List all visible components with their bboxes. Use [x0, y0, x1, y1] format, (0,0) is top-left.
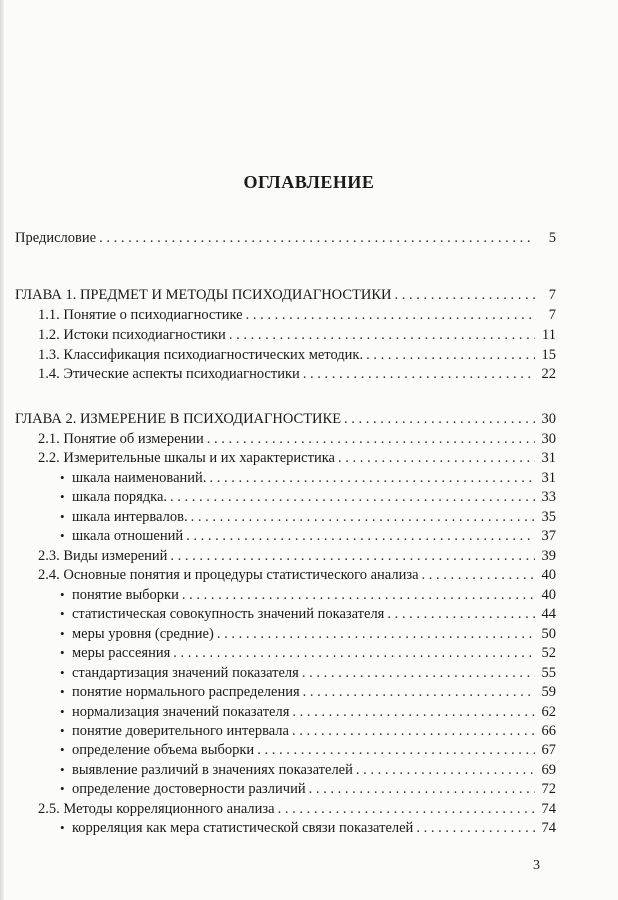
toc-page-number: 5 — [548, 230, 556, 246]
toc-entry-section-1-4[interactable] — [38, 364, 556, 384]
toc-page-number: 11 — [542, 327, 556, 343]
toc-entry-bullet[interactable] — [60, 526, 556, 546]
toc-entry-text: 1.4. Этические аспекты психодиагностики — [38, 366, 300, 382]
bullet-icon: • — [60, 489, 65, 504]
toc-entry-text: меры уровня (средние) — [72, 626, 214, 642]
toc-entry-bullet[interactable] — [60, 507, 556, 527]
bullet-icon: • — [60, 528, 65, 543]
toc-page-number: 50 — [541, 626, 556, 642]
toc-entry-bullet[interactable] — [60, 721, 556, 741]
toc-entry-text: 2.1. Понятие об измерении — [38, 431, 204, 447]
page-number: 3 — [533, 858, 540, 873]
toc-entry-bullet[interactable] — [60, 487, 556, 507]
toc-entry-text: 2.3. Виды измерений — [38, 548, 168, 564]
toc-page-number: 62 — [541, 704, 556, 720]
bullet-icon: • — [60, 723, 65, 738]
toc-page-number: 7 — [548, 307, 556, 323]
toc-page-number: 52 — [541, 645, 556, 661]
toc-page-number: 44 — [541, 606, 556, 622]
toc-entry-text: корреляция как мера статистической связи показателей — [72, 820, 414, 836]
toc-entry-bullet[interactable] — [60, 663, 556, 683]
leader-dots — [387, 604, 535, 624]
leader-dots — [302, 663, 535, 683]
leader-dots — [366, 345, 535, 365]
bullet-icon: • — [60, 684, 65, 699]
toc-entry-bullet[interactable] — [60, 760, 556, 780]
toc-entry-text: понятие выборки — [72, 587, 179, 603]
toc-page-number: 39 — [541, 548, 556, 564]
toc-page-number: 37 — [541, 528, 556, 544]
bullet-icon: • — [60, 704, 65, 719]
toc-page-number: 30 — [541, 411, 556, 427]
page-title: ОГЛАВЛЕНИЕ — [243, 172, 375, 192]
toc-page-number: 35 — [541, 509, 556, 525]
leader-dots — [338, 448, 535, 468]
toc-entry-section-1-1[interactable] — [38, 305, 556, 325]
bullet-icon: • — [60, 470, 65, 485]
bullet-icon: • — [60, 606, 65, 621]
bullet-icon: • — [60, 781, 65, 796]
toc-entry-text: стандартизация значений показателя — [72, 665, 299, 681]
toc-page-number: 31 — [541, 470, 556, 486]
leader-dots — [416, 818, 535, 838]
toc-entry-text: понятие доверительного интервала — [72, 723, 289, 739]
toc-entry-bullet[interactable] — [60, 604, 556, 624]
toc-page-number: 15 — [541, 347, 556, 363]
bullet-icon: • — [60, 742, 65, 757]
toc-page-number: 55 — [541, 665, 556, 681]
toc-entry-text: 2.5. Методы корреляционного анализа — [38, 801, 275, 817]
toc-entry-text: 1.1. Понятие о психодиагностике — [38, 307, 243, 323]
toc-page-number: 74 — [541, 820, 556, 836]
leader-dots — [170, 487, 535, 507]
toc-page-number: 40 — [541, 567, 556, 583]
leader-dots — [278, 799, 535, 819]
toc-entry-text: ГЛАВА 1. ПРЕДМЕТ И МЕТОДЫ ПСИХОДИАГНОСТИКИ — [15, 287, 392, 303]
toc-page-number: 40 — [541, 587, 556, 603]
leader-dots — [257, 740, 535, 760]
leader-dots — [303, 682, 535, 702]
bullet-icon: • — [60, 820, 65, 835]
toc-page-number: 33 — [541, 489, 556, 505]
toc-entry-text: статистическая совокупность значений показателя — [72, 606, 385, 622]
bullet-icon: • — [60, 645, 65, 660]
leader-dots — [344, 409, 535, 429]
toc-entry-text: шкала наименований. — [72, 470, 207, 486]
toc-entry-section-1-3[interactable] — [38, 345, 556, 365]
bullet-icon: • — [60, 509, 65, 524]
toc-entry-text: шкала порядка. — [72, 489, 168, 505]
toc-entry-text: определение объема выборки — [72, 742, 255, 758]
toc-entry-chapter-2[interactable] — [15, 409, 556, 429]
leader-dots — [292, 721, 535, 741]
toc-entry-section-2-1[interactable] — [38, 429, 556, 449]
toc-entry-text: 1.3. Классификация психодиагностических методик. — [38, 347, 364, 363]
toc-page-number: 7 — [548, 287, 556, 303]
toc-entry-text: понятие нормального распределения — [72, 684, 300, 700]
toc-page-number: 59 — [541, 684, 556, 700]
toc-entry-section-2-5[interactable] — [38, 799, 556, 819]
leader-dots — [246, 305, 535, 325]
toc-entry-text: выявление различий в значениях показателей — [72, 762, 353, 778]
toc-entry-bullet[interactable] — [60, 468, 556, 488]
leader-dots — [394, 285, 535, 305]
leader-dots — [191, 507, 535, 527]
toc-page-number: 72 — [541, 781, 556, 797]
toc-page-number: 30 — [541, 431, 556, 447]
toc-entry-text: меры рассеяния — [72, 645, 171, 661]
toc-page-number: 31 — [541, 450, 556, 466]
leader-dots — [173, 643, 535, 663]
toc-entry-bullet[interactable] — [60, 682, 556, 702]
leader-dots — [209, 468, 535, 488]
toc-entry-text: 1.2. Истоки психодиагностики — [38, 327, 226, 343]
leader-dots — [217, 624, 535, 644]
bullet-icon: • — [60, 665, 65, 680]
toc-page-number: 69 — [541, 762, 556, 778]
toc-entry-text: шкала интервалов. — [72, 509, 188, 525]
toc-entry-text: 2.4. Основные понятия и процедуры статистического анализа — [38, 567, 419, 583]
leader-dots — [356, 760, 535, 780]
toc-entry-bullet[interactable] — [60, 702, 556, 722]
toc-entry-bullet[interactable] — [60, 624, 556, 644]
leader-dots — [170, 546, 535, 566]
toc-page-number: 66 — [541, 723, 556, 739]
toc-entry-section-2-4[interactable] — [38, 565, 556, 585]
leader-dots — [207, 429, 535, 449]
leader-dots — [99, 228, 535, 248]
toc-entry-bullet[interactable] — [60, 643, 556, 663]
leader-dots — [182, 585, 535, 605]
leader-dots — [186, 526, 535, 546]
bullet-icon: • — [60, 626, 65, 641]
leader-dots — [309, 779, 535, 799]
toc-entry-preface[interactable] — [15, 228, 556, 248]
toc-page-number: 74 — [541, 801, 556, 817]
bullet-icon: • — [60, 587, 65, 602]
bullet-icon: • — [60, 762, 65, 777]
toc-entry-text: определение достоверности различий — [72, 781, 306, 797]
leader-dots — [422, 565, 535, 585]
toc-page-number: 22 — [541, 366, 556, 382]
toc-entry-chapter-1[interactable] — [15, 285, 556, 305]
toc-entry-text: 2.2. Измерительные шкалы и их характеристика — [38, 450, 335, 466]
leader-dots — [292, 702, 535, 722]
toc-entry-bullet[interactable] — [60, 818, 556, 838]
toc-entry-section-2-3[interactable] — [38, 546, 556, 566]
toc-entry-bullet[interactable] — [60, 779, 556, 799]
toc-entry-bullet[interactable] — [60, 740, 556, 760]
toc-entry-text: Предисловие — [15, 230, 97, 246]
toc-entry-text: ГЛАВА 2. ИЗМЕРЕНИЕ В ПСИХОДИАГНОСТИКЕ — [15, 411, 342, 427]
toc-page-number: 67 — [541, 742, 556, 758]
page-edge — [0, 0, 4, 900]
toc-entry-bullet[interactable] — [60, 585, 556, 605]
leader-dots — [303, 364, 535, 384]
toc-entry-text: шкала отношений — [72, 528, 184, 544]
toc-entry-section-2-2[interactable] — [38, 448, 556, 468]
toc-entry-text: нормализация значений показателя — [72, 704, 290, 720]
leader-dots — [229, 325, 535, 345]
toc-entry-section-1-2[interactable] — [38, 325, 556, 345]
